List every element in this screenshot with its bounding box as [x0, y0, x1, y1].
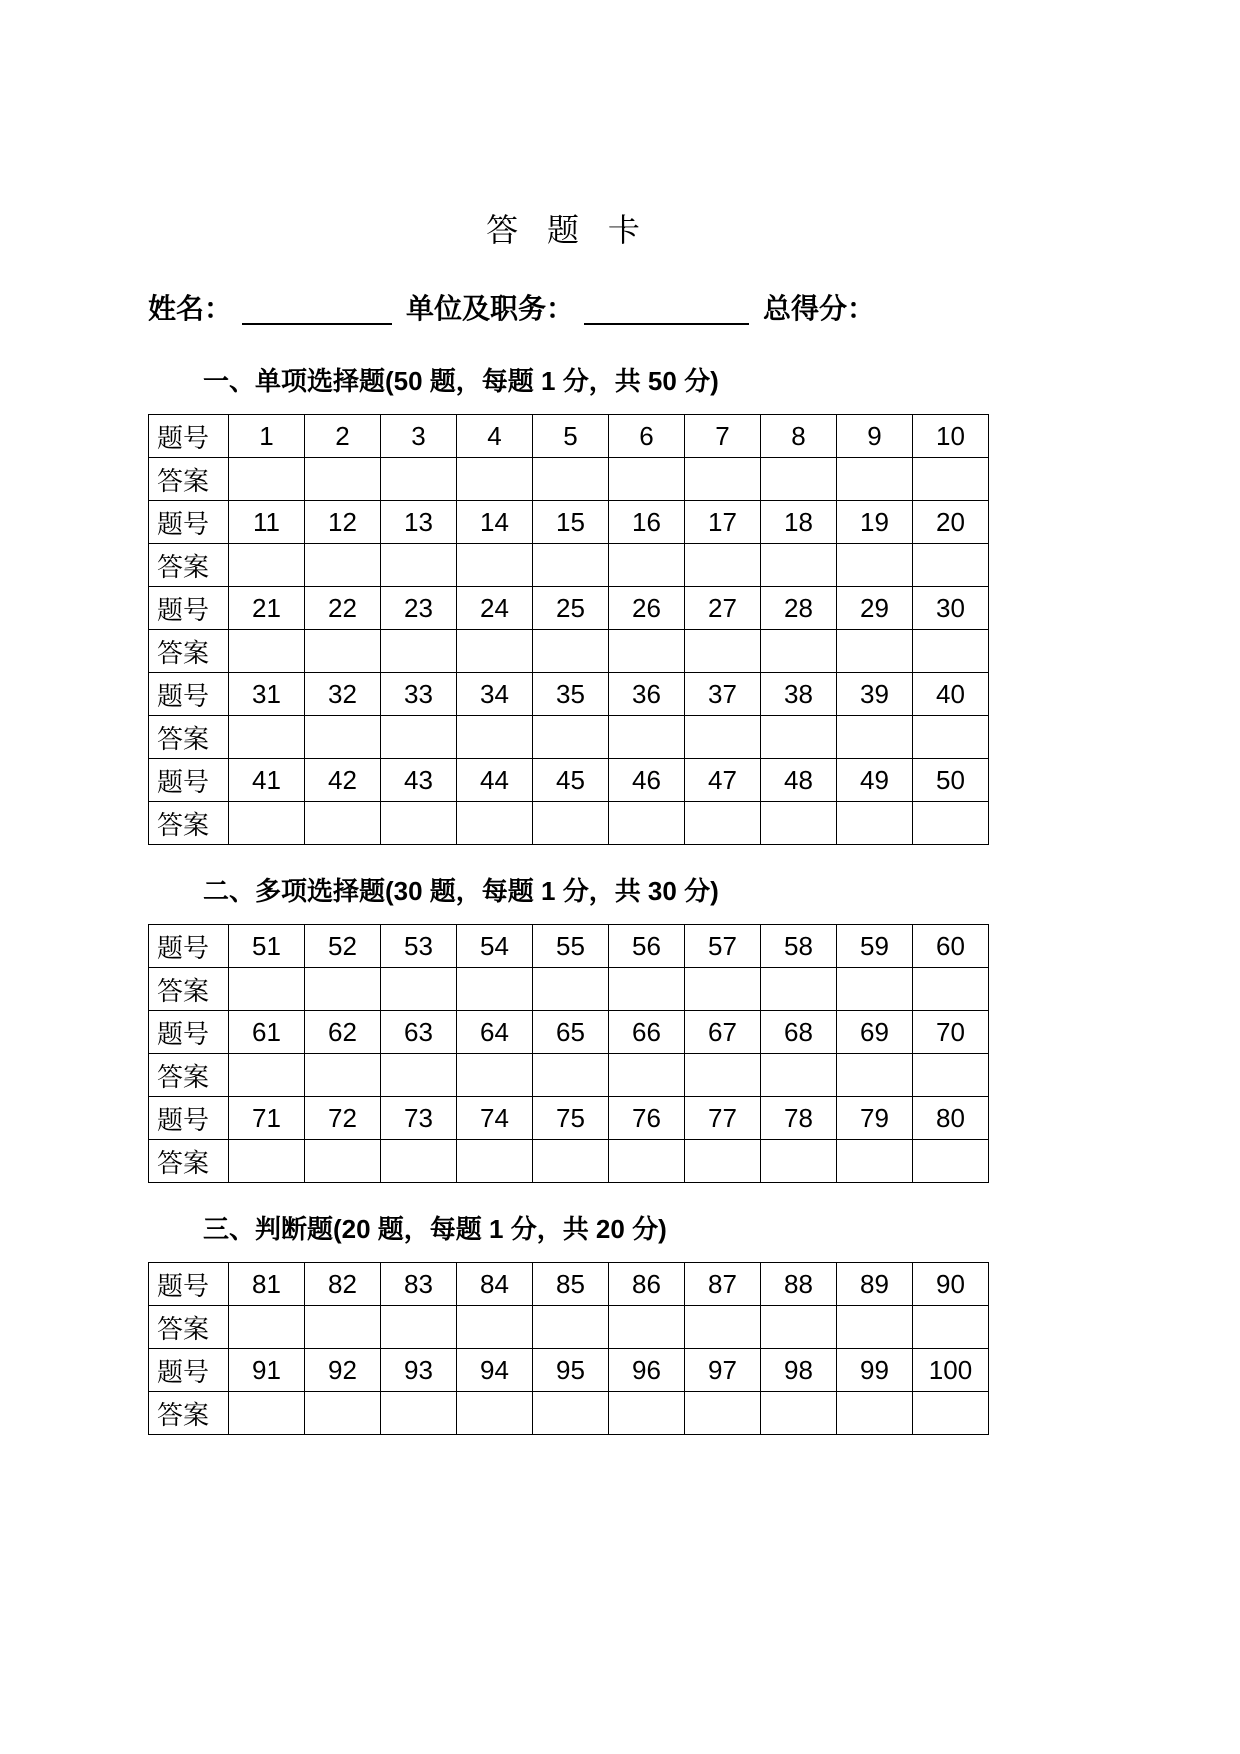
- answer-cell[interactable]: [913, 1140, 989, 1183]
- row-label-question: 题号: [149, 1097, 229, 1140]
- answer-row: [149, 968, 989, 1011]
- answer-cell[interactable]: [381, 458, 457, 501]
- question-number-cell: 44: [457, 759, 533, 802]
- answer-cell[interactable]: [457, 1140, 533, 1183]
- question-number-cell: 68: [761, 1011, 837, 1054]
- question-number-cell: 12: [305, 501, 381, 544]
- question-number-cell: 94: [457, 1349, 533, 1392]
- question-number-cell: 36: [609, 673, 685, 716]
- question-number-cell: 40: [913, 673, 989, 716]
- row-label-question: 题号: [149, 587, 229, 630]
- answer-cell[interactable]: [457, 458, 533, 501]
- question-number-row: [149, 759, 989, 802]
- question-number-row: [149, 925, 989, 968]
- answer-cell[interactable]: [761, 1392, 837, 1435]
- question-number-cell: 71: [229, 1097, 305, 1140]
- question-number-cell: 39: [837, 673, 913, 716]
- answer-cell[interactable]: [457, 630, 533, 673]
- question-number-cell: 95: [533, 1349, 609, 1392]
- answer-cell[interactable]: [837, 1054, 913, 1097]
- answer-cell[interactable]: [381, 1054, 457, 1097]
- answer-cell[interactable]: [761, 1140, 837, 1183]
- question-number-cell: 51: [229, 925, 305, 968]
- answer-cell[interactable]: [761, 802, 837, 845]
- answer-cell[interactable]: [533, 1054, 609, 1097]
- question-number-cell: 64: [457, 1011, 533, 1054]
- answer-cell[interactable]: [761, 630, 837, 673]
- answer-cell[interactable]: [305, 716, 381, 759]
- answer-cell[interactable]: [685, 630, 761, 673]
- name-blank-field[interactable]: [242, 293, 392, 325]
- question-number-cell: 32: [305, 673, 381, 716]
- answer-cell[interactable]: [381, 802, 457, 845]
- answer-cell[interactable]: [457, 1306, 533, 1349]
- question-number-cell: 56: [609, 925, 685, 968]
- row-label-question: 题号: [149, 1349, 229, 1392]
- question-number-row: [149, 1097, 989, 1140]
- answer-cell[interactable]: [229, 968, 305, 1011]
- row-label-answer: 答案: [149, 1392, 229, 1435]
- question-number-cell: 11: [229, 501, 305, 544]
- answer-cell[interactable]: [305, 544, 381, 587]
- answer-cell[interactable]: [913, 716, 989, 759]
- question-number-cell: 52: [305, 925, 381, 968]
- section-heading: 一、单项选择题(50 题，每题 1 分，共 50 分): [203, 366, 719, 396]
- row-label-answer: 答案: [149, 802, 229, 845]
- answer-cell[interactable]: [305, 458, 381, 501]
- answer-cell[interactable]: [457, 802, 533, 845]
- row-label-answer: 答案: [149, 1306, 229, 1349]
- answer-cell[interactable]: [837, 1306, 913, 1349]
- answer-cell[interactable]: [381, 544, 457, 587]
- answer-row: [149, 1140, 989, 1183]
- question-number-cell: 49: [837, 759, 913, 802]
- question-number-cell: 38: [761, 673, 837, 716]
- question-number-cell: 91: [229, 1349, 305, 1392]
- answer-cell[interactable]: [609, 968, 685, 1011]
- question-number-cell: 63: [381, 1011, 457, 1054]
- question-number-cell: 8: [761, 415, 837, 458]
- answer-cell[interactable]: [913, 802, 989, 845]
- answer-cell[interactable]: [685, 1392, 761, 1435]
- answer-cell[interactable]: [305, 968, 381, 1011]
- answer-cell[interactable]: [381, 630, 457, 673]
- answer-cell[interactable]: [381, 968, 457, 1011]
- question-number-cell: 65: [533, 1011, 609, 1054]
- row-label-answer: 答案: [149, 1054, 229, 1097]
- question-number-cell: 19: [837, 501, 913, 544]
- question-number-cell: 43: [381, 759, 457, 802]
- question-number-cell: 67: [685, 1011, 761, 1054]
- answer-cell[interactable]: [381, 1140, 457, 1183]
- answer-cell[interactable]: [609, 630, 685, 673]
- question-number-cell: 77: [685, 1097, 761, 1140]
- question-number-cell: 10: [913, 415, 989, 458]
- unit-label: 单位及职务：: [406, 293, 575, 324]
- question-number-cell: 58: [761, 925, 837, 968]
- answer-row: [149, 458, 989, 501]
- answer-cell[interactable]: [837, 630, 913, 673]
- sections-container: [148, 361, 988, 1435]
- row-label-question: 题号: [149, 759, 229, 802]
- question-number-cell: 20: [913, 501, 989, 544]
- answer-cell[interactable]: [837, 968, 913, 1011]
- question-number-cell: 89: [837, 1263, 913, 1306]
- answer-cell[interactable]: [305, 1392, 381, 1435]
- answer-cell[interactable]: [685, 458, 761, 501]
- question-number-cell: 15: [533, 501, 609, 544]
- question-number-cell: 9: [837, 415, 913, 458]
- question-number-cell: 55: [533, 925, 609, 968]
- question-number-cell: 18: [761, 501, 837, 544]
- question-number-cell: 99: [837, 1349, 913, 1392]
- question-number-cell: 54: [457, 925, 533, 968]
- answer-cell[interactable]: [685, 1140, 761, 1183]
- question-number-cell: 92: [305, 1349, 381, 1392]
- row-label-answer: 答案: [149, 544, 229, 587]
- answer-cell[interactable]: [229, 458, 305, 501]
- question-number-cell: 33: [381, 673, 457, 716]
- unit-blank-field[interactable]: [584, 293, 749, 325]
- question-number-cell: 17: [685, 501, 761, 544]
- answer-cell[interactable]: [533, 968, 609, 1011]
- row-label-question: 题号: [149, 925, 229, 968]
- question-number-cell: 70: [913, 1011, 989, 1054]
- answer-cell[interactable]: [761, 968, 837, 1011]
- question-number-cell: 7: [685, 415, 761, 458]
- question-number-cell: 61: [229, 1011, 305, 1054]
- answer-cell[interactable]: [609, 458, 685, 501]
- question-number-cell: 87: [685, 1263, 761, 1306]
- question-number-cell: 66: [609, 1011, 685, 1054]
- answer-cell[interactable]: [533, 544, 609, 587]
- answer-cell[interactable]: [533, 1306, 609, 1349]
- answer-cell[interactable]: [533, 1140, 609, 1183]
- answer-table: [148, 1262, 989, 1435]
- question-number-cell: 23: [381, 587, 457, 630]
- answer-cell[interactable]: [837, 716, 913, 759]
- question-number-cell: 46: [609, 759, 685, 802]
- answer-cell[interactable]: [685, 1306, 761, 1349]
- question-number-cell: 96: [609, 1349, 685, 1392]
- answer-cell[interactable]: [685, 544, 761, 587]
- question-number-cell: 62: [305, 1011, 381, 1054]
- question-number-row: [149, 1011, 989, 1054]
- answer-cell[interactable]: [913, 458, 989, 501]
- question-number-cell: 4: [457, 415, 533, 458]
- answer-cell[interactable]: [609, 716, 685, 759]
- question-number-cell: 76: [609, 1097, 685, 1140]
- question-number-cell: 45: [533, 759, 609, 802]
- row-label-answer: 答案: [149, 458, 229, 501]
- answer-cell[interactable]: [229, 716, 305, 759]
- answer-cell[interactable]: [229, 802, 305, 845]
- answer-cell[interactable]: [761, 544, 837, 587]
- answer-cell[interactable]: [305, 630, 381, 673]
- question-number-cell: 31: [229, 673, 305, 716]
- question-number-cell: 13: [381, 501, 457, 544]
- question-number-cell: 21: [229, 587, 305, 630]
- question-number-cell: 81: [229, 1263, 305, 1306]
- question-number-cell: 41: [229, 759, 305, 802]
- answer-cell[interactable]: [609, 1392, 685, 1435]
- answer-cell[interactable]: [305, 1054, 381, 1097]
- question-number-cell: 60: [913, 925, 989, 968]
- question-number-cell: 47: [685, 759, 761, 802]
- question-number-row: [149, 1263, 989, 1306]
- answer-cell[interactable]: [533, 1392, 609, 1435]
- question-number-cell: 100: [913, 1349, 989, 1392]
- question-number-cell: 34: [457, 673, 533, 716]
- answer-cell[interactable]: [229, 1140, 305, 1183]
- row-label-question: 题号: [149, 673, 229, 716]
- answer-cell[interactable]: [305, 802, 381, 845]
- question-number-cell: 83: [381, 1263, 457, 1306]
- score-label: 总得分：: [763, 293, 876, 324]
- answer-cell[interactable]: [761, 1054, 837, 1097]
- answer-cell[interactable]: [761, 716, 837, 759]
- answer-cell[interactable]: [381, 716, 457, 759]
- answer-cell[interactable]: [685, 1054, 761, 1097]
- section-heading: 二、多项选择题(30 题，每题 1 分，共 30 分): [203, 876, 719, 906]
- question-number-cell: 26: [609, 587, 685, 630]
- row-label-answer: 答案: [149, 1140, 229, 1183]
- question-number-cell: 1: [229, 415, 305, 458]
- question-number-cell: 2: [305, 415, 381, 458]
- answer-cell[interactable]: [229, 1306, 305, 1349]
- question-number-cell: 86: [609, 1263, 685, 1306]
- question-number-cell: 22: [305, 587, 381, 630]
- question-number-cell: 29: [837, 587, 913, 630]
- question-number-cell: 14: [457, 501, 533, 544]
- answer-cell[interactable]: [761, 1306, 837, 1349]
- question-number-row: [149, 501, 989, 544]
- answer-cell[interactable]: [229, 1054, 305, 1097]
- question-number-cell: 24: [457, 587, 533, 630]
- answer-cell[interactable]: [305, 1140, 381, 1183]
- answer-table: [148, 924, 989, 1183]
- answer-cell[interactable]: [457, 968, 533, 1011]
- row-label-question: 题号: [149, 1263, 229, 1306]
- answer-cell[interactable]: [837, 544, 913, 587]
- question-number-cell: 72: [305, 1097, 381, 1140]
- answer-cell[interactable]: [457, 544, 533, 587]
- answer-row: [149, 544, 989, 587]
- question-number-cell: 30: [913, 587, 989, 630]
- answer-cell[interactable]: [761, 458, 837, 501]
- answer-cell[interactable]: [229, 1392, 305, 1435]
- question-number-cell: 37: [685, 673, 761, 716]
- question-number-cell: 90: [913, 1263, 989, 1306]
- question-number-row: [149, 415, 989, 458]
- question-number-cell: 6: [609, 415, 685, 458]
- question-number-cell: 98: [761, 1349, 837, 1392]
- question-number-cell: 42: [305, 759, 381, 802]
- answer-cell[interactable]: [457, 1392, 533, 1435]
- row-label-answer: 答案: [149, 630, 229, 673]
- question-number-cell: 78: [761, 1097, 837, 1140]
- section-heading: 三、判断题(20 题，每题 1 分，共 20 分): [203, 1214, 667, 1244]
- question-number-cell: 85: [533, 1263, 609, 1306]
- question-number-cell: 75: [533, 1097, 609, 1140]
- answer-cell[interactable]: [533, 802, 609, 845]
- question-number-cell: 16: [609, 501, 685, 544]
- question-number-row: [149, 673, 989, 716]
- question-number-cell: 3: [381, 415, 457, 458]
- answer-cell[interactable]: [229, 544, 305, 587]
- name-label: 姓名：: [148, 293, 233, 324]
- question-number-cell: 73: [381, 1097, 457, 1140]
- answer-cell[interactable]: [913, 1392, 989, 1435]
- question-number-cell: 27: [685, 587, 761, 630]
- answer-cell[interactable]: [609, 1140, 685, 1183]
- question-number-cell: 50: [913, 759, 989, 802]
- question-number-cell: 97: [685, 1349, 761, 1392]
- document-content: [148, 0, 988, 1435]
- question-number-cell: 35: [533, 673, 609, 716]
- answer-cell[interactable]: [685, 968, 761, 1011]
- question-number-cell: 5: [533, 415, 609, 458]
- answer-cell[interactable]: [913, 1306, 989, 1349]
- row-label-question: 题号: [149, 1011, 229, 1054]
- question-number-cell: 59: [837, 925, 913, 968]
- answer-row: [149, 716, 989, 759]
- answer-cell[interactable]: [913, 1054, 989, 1097]
- answer-row: [149, 1306, 989, 1349]
- question-number-row: [149, 587, 989, 630]
- question-number-cell: 25: [533, 587, 609, 630]
- answer-cell[interactable]: [381, 1306, 457, 1349]
- answer-cell[interactable]: [685, 716, 761, 759]
- answer-row: [149, 1054, 989, 1097]
- question-number-cell: 84: [457, 1263, 533, 1306]
- answer-row: [149, 1392, 989, 1435]
- row-label-answer: 答案: [149, 968, 229, 1011]
- question-number-cell: 57: [685, 925, 761, 968]
- answer-cell[interactable]: [913, 630, 989, 673]
- question-number-cell: 74: [457, 1097, 533, 1140]
- answer-cell[interactable]: [533, 630, 609, 673]
- answer-cell[interactable]: [609, 1306, 685, 1349]
- answer-cell[interactable]: [837, 802, 913, 845]
- answer-cell[interactable]: [609, 802, 685, 845]
- question-number-cell: 48: [761, 759, 837, 802]
- answer-cell[interactable]: [457, 716, 533, 759]
- answer-table: [148, 414, 989, 845]
- answer-cell[interactable]: [685, 802, 761, 845]
- question-number-cell: 93: [381, 1349, 457, 1392]
- page-title: 答 题 卡: [486, 212, 650, 248]
- answer-cell[interactable]: [457, 1054, 533, 1097]
- answer-cell[interactable]: [381, 1392, 457, 1435]
- answer-cell[interactable]: [609, 544, 685, 587]
- question-number-row: [149, 1349, 989, 1392]
- answer-cell[interactable]: [913, 968, 989, 1011]
- question-number-cell: 80: [913, 1097, 989, 1140]
- row-label-question: 题号: [149, 415, 229, 458]
- answer-cell[interactable]: [913, 544, 989, 587]
- answer-cell[interactable]: [837, 458, 913, 501]
- answer-cell[interactable]: [837, 1140, 913, 1183]
- answer-cell[interactable]: [837, 1392, 913, 1435]
- question-number-cell: 82: [305, 1263, 381, 1306]
- answer-cell[interactable]: [305, 1306, 381, 1349]
- answer-cell[interactable]: [533, 716, 609, 759]
- row-label-question: 题号: [149, 501, 229, 544]
- question-number-cell: 28: [761, 587, 837, 630]
- question-number-cell: 69: [837, 1011, 913, 1054]
- question-number-cell: 88: [761, 1263, 837, 1306]
- answer-cell[interactable]: [229, 630, 305, 673]
- answer-row: [149, 802, 989, 845]
- answer-cell[interactable]: [533, 458, 609, 501]
- info-line: [148, 287, 988, 327]
- question-number-cell: 53: [381, 925, 457, 968]
- answer-cell[interactable]: [609, 1054, 685, 1097]
- row-label-answer: 答案: [149, 716, 229, 759]
- question-number-cell: 79: [837, 1097, 913, 1140]
- answer-row: [149, 630, 989, 673]
